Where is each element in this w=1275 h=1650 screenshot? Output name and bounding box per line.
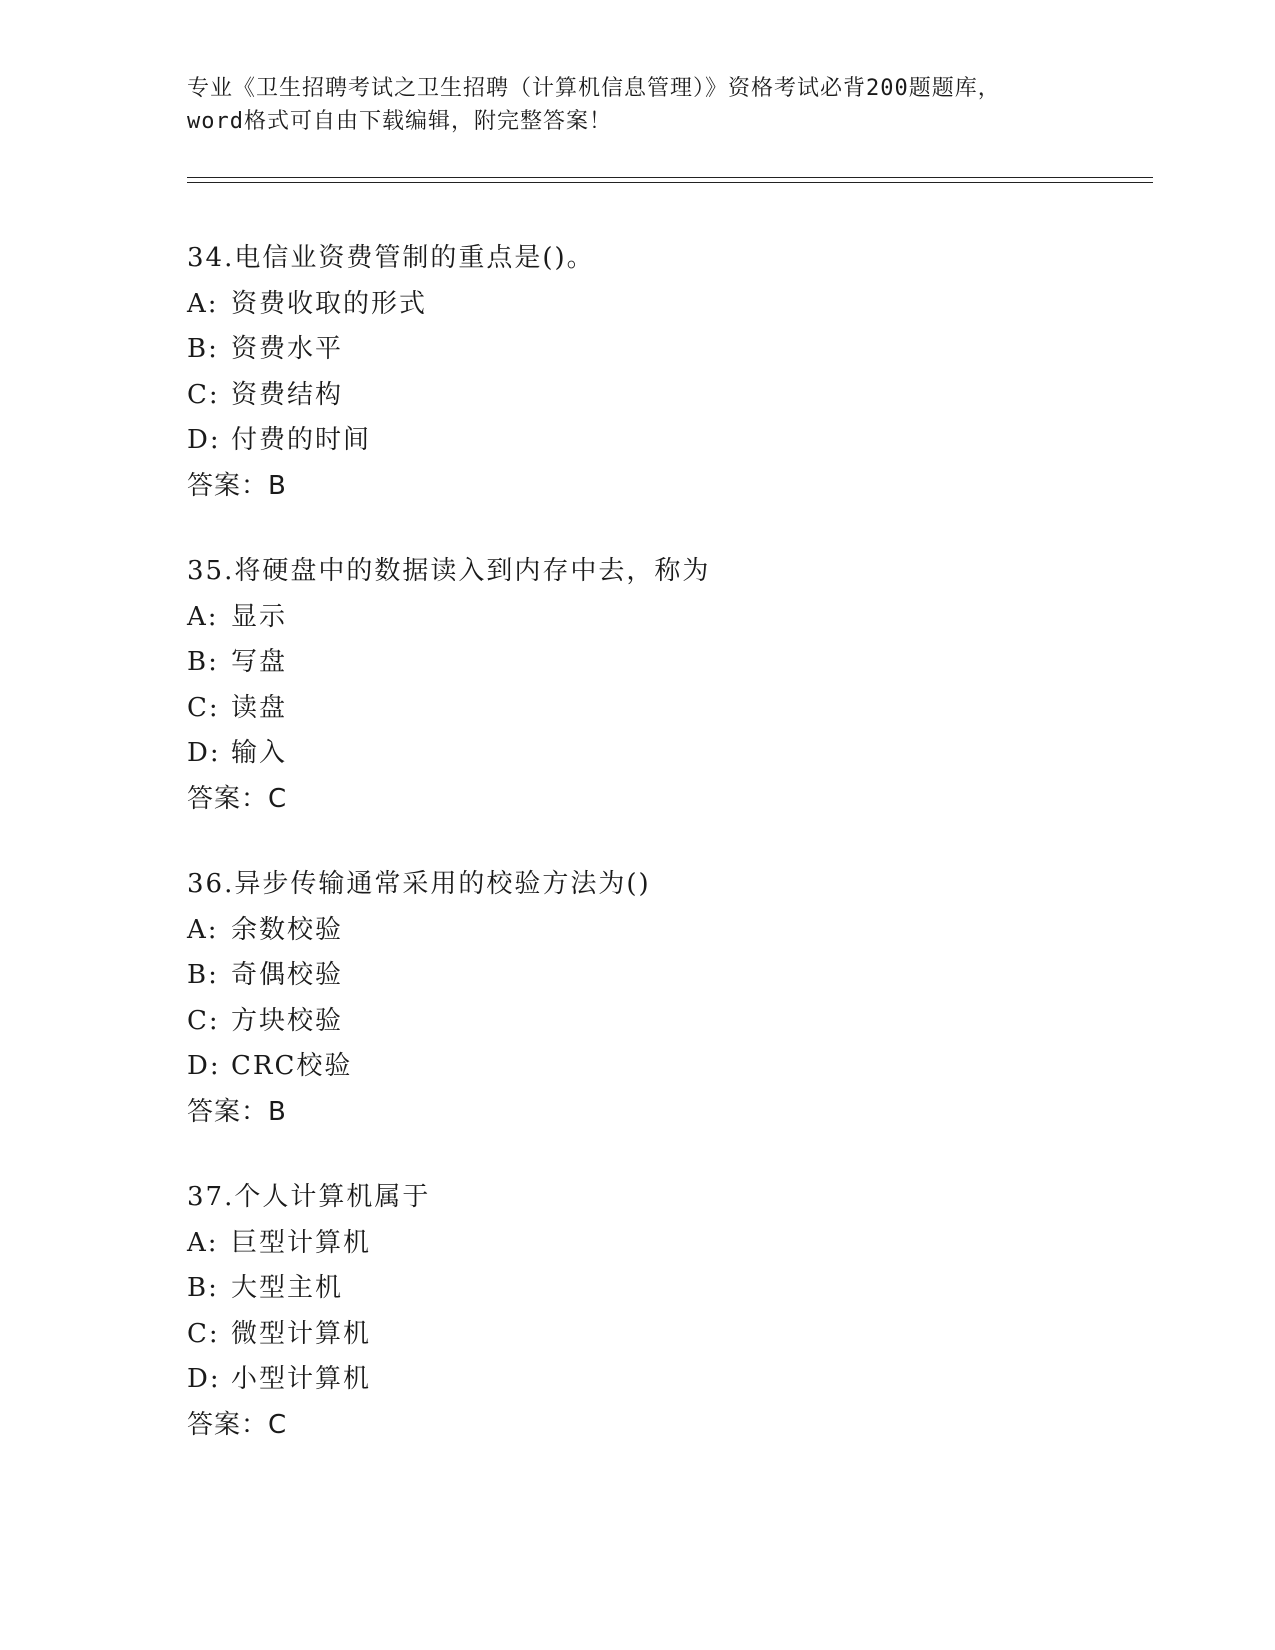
option-b — [187, 327, 1087, 373]
option-d — [187, 731, 1087, 777]
option-key: B: — [187, 334, 219, 364]
option-b — [187, 1266, 1087, 1312]
header-divider-top — [187, 177, 1153, 178]
option-a — [187, 595, 1087, 641]
question-stem: 35.将硬盘中的数据读入到内存中去，称为 — [187, 556, 711, 586]
header-title-line-1: 专业《卫生招聘考试之卫生招聘（计算机信息管理）》资格考试必背200题题库， — [187, 76, 1001, 101]
option-text: 资费结构 — [231, 379, 344, 410]
question-37 — [187, 1175, 1087, 1448]
option-d — [187, 418, 1087, 464]
option-text: 小型计算机 — [231, 1364, 372, 1394]
option-text: 微型计算机 — [231, 1318, 372, 1349]
option-key: B: — [187, 960, 219, 990]
option-text: 大型主机 — [231, 1273, 344, 1303]
option-b — [187, 953, 1087, 999]
option-c — [187, 999, 1087, 1045]
question-stem: 37.个人计算机属于 — [187, 1182, 431, 1212]
option-key: D: — [187, 425, 221, 455]
option-key: A: — [187, 1227, 219, 1258]
option-b — [187, 640, 1087, 686]
answer-line: 答案：C — [187, 1409, 288, 1440]
question-35 — [187, 549, 1087, 822]
answer-line: 答案：B — [187, 470, 287, 501]
option-key: B: — [187, 647, 219, 677]
option-text: 读盘 — [231, 692, 288, 723]
header-title-line-2: word格式可自由下载编辑，附完整答案！ — [187, 109, 612, 134]
option-text: 巨型计算机 — [231, 1227, 372, 1258]
option-key: B: — [187, 1273, 219, 1303]
option-text: 显示 — [231, 601, 288, 632]
option-key: A: — [187, 601, 219, 632]
option-a — [187, 1221, 1087, 1267]
option-text: 资费水平 — [231, 334, 344, 364]
option-key: C: — [187, 1318, 220, 1349]
option-text: CRC校验 — [231, 1051, 353, 1081]
option-key: A: — [187, 914, 219, 945]
question-list — [187, 236, 1087, 1488]
option-key: D: — [187, 1364, 221, 1394]
option-text: 输入 — [231, 738, 288, 768]
answer-line: 答案：C — [187, 783, 288, 814]
document-header — [187, 72, 1087, 138]
option-a — [187, 282, 1087, 328]
option-key: D: — [187, 1051, 221, 1081]
option-text: 写盘 — [231, 647, 288, 677]
option-text: 余数校验 — [231, 914, 344, 945]
option-d — [187, 1357, 1087, 1403]
option-key: C: — [187, 1005, 220, 1036]
question-stem: 36.异步传输通常采用的校验方法为() — [187, 869, 651, 899]
option-text: 方块校验 — [231, 1005, 344, 1036]
header-divider-bottom — [187, 182, 1153, 183]
question-stem: 34.电信业资费管制的重点是()。 — [187, 243, 595, 273]
option-key: D: — [187, 738, 221, 768]
option-a — [187, 908, 1087, 954]
option-text: 奇偶校验 — [231, 960, 344, 990]
option-key: C: — [187, 379, 220, 410]
option-key: C: — [187, 692, 220, 723]
option-text: 付费的时间 — [231, 425, 372, 455]
option-d — [187, 1044, 1087, 1090]
option-c — [187, 1312, 1087, 1358]
option-c — [187, 373, 1087, 419]
option-c — [187, 686, 1087, 732]
option-text: 资费收取的形式 — [231, 288, 428, 319]
question-34 — [187, 236, 1087, 509]
option-key: A: — [187, 288, 219, 319]
question-36 — [187, 862, 1087, 1135]
answer-line: 答案：B — [187, 1096, 287, 1127]
